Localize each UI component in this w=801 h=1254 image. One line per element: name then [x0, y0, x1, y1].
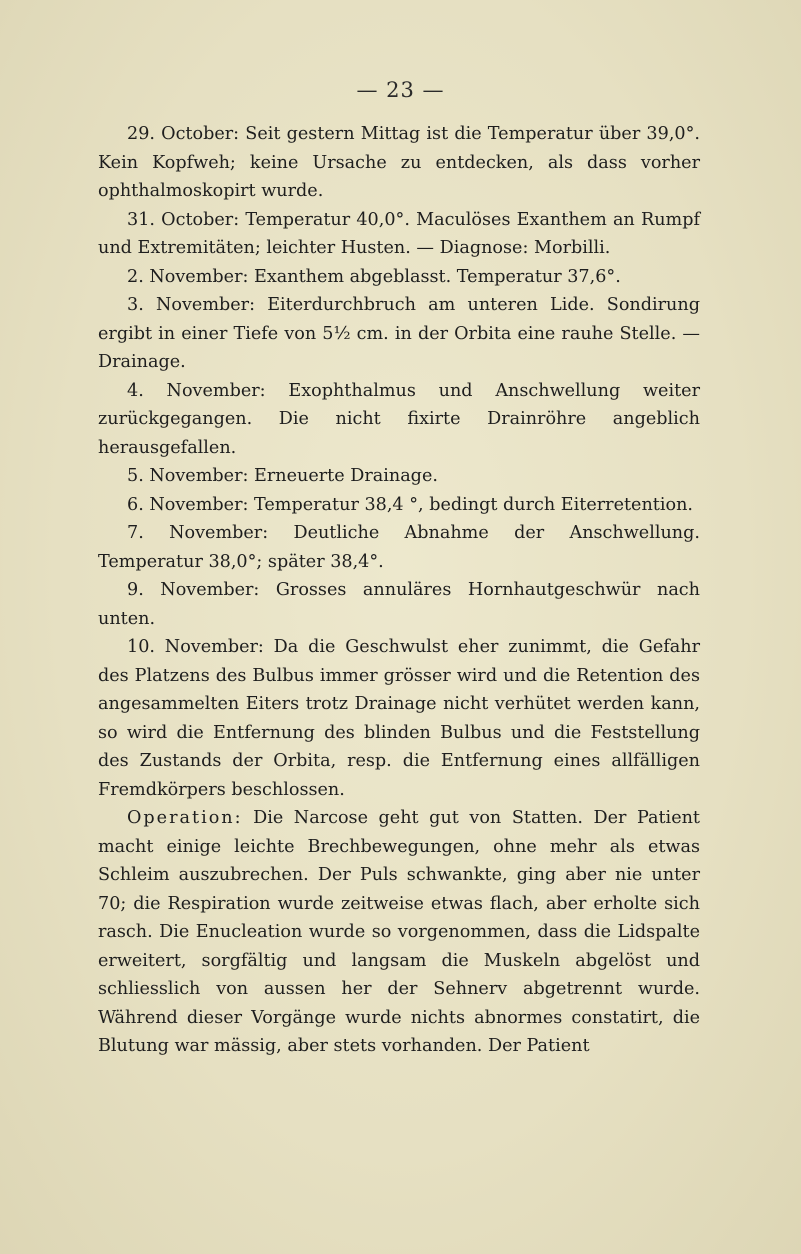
- entry-nov-2: 2. November: Exanthem abgeblasst. Temperatur 37,6°.: [127, 266, 621, 287]
- entry-nov-6: 6. November: Temperatur 38,4 °, bedingt durch Eiterretention.: [127, 494, 694, 515]
- entry-nov-9: 9. November: Grosses annuläres Hornhautgeschwür nach unten.: [98, 580, 700, 629]
- entry-nov-10: 10. November: Da die Geschwulst eher zunimmt, die Gefahr des Platzens des Bulbus immer grösser wird und die Retention des angesammelten Eiters trotz Drainage nicht verhütet werden kann, so wird die Entfernung des blinden Bulbus und die Feststellung des Zustands der Orbita, resp. die Entfernung eines allfälligen Fremdkörpers beschlossen.: [98, 637, 700, 800]
- entry-nov-4: 4. November: Exophthalmus und Anschwellung weiter zurückgegangen. Die nicht fixirte Drainröhre angeblich herausgefallen.: [98, 380, 700, 458]
- operation-paragraph: [98, 804, 700, 1061]
- entry-nov-5: 5. November: Erneuerte Drainage.: [127, 466, 438, 486]
- entry-oct-31: 31. October: Temperatur 40,0°. Maculöses Exanthem an Rumpf und Extremitäten; leichter Husten. — Diagnose: Morbilli.: [98, 209, 700, 258]
- operation-text: Die Narcose geht gut von Statten. Der Patient macht einige leichte Brechbewegungen, ohne mehr als etwas Schleim auszubrechen. Der Puls schwankte, ging aber nie unter 70; die Respiration wurde zeitweise etwas flach, aber erholte sich rasch. Die Enucleation wurde so vorgenommen, dass die Lidspalte erweitert, sorgfältig und langsam die Muskeln abgelöst und schliesslich von aussen her der Sehnerv abgetrennt wurde. Während dieser Vorgänge wurde nichts abnormes constatirt, die Blutung war mässig, aber stets vorhanden. Der Patient: [98, 808, 701, 1056]
- entry-nov-7: 7. November: Deutliche Abnahme der Anschwellung. Temperatur 38,0°; später 38,4°.: [98, 523, 700, 572]
- body-text: [98, 120, 700, 1061]
- page-number-header: — 23 —: [356, 78, 445, 102]
- entry-nov-3: 3. November: Eiterdurchbruch am unteren Lide. Sondirung ergibt in einer Tiefe von 5½ cm. in der Orbita eine rauhe Stelle. — Drainage.: [98, 295, 700, 372]
- operation-label: Operation:: [127, 808, 243, 828]
- entry-oct-29: 29. October: Seit gestern Mittag ist die Temperatur über 39,0°. Kein Kopfweh; keine Ursache zu entdecken, als dass vorher ophthalmoskopirt wurde.: [98, 124, 700, 201]
